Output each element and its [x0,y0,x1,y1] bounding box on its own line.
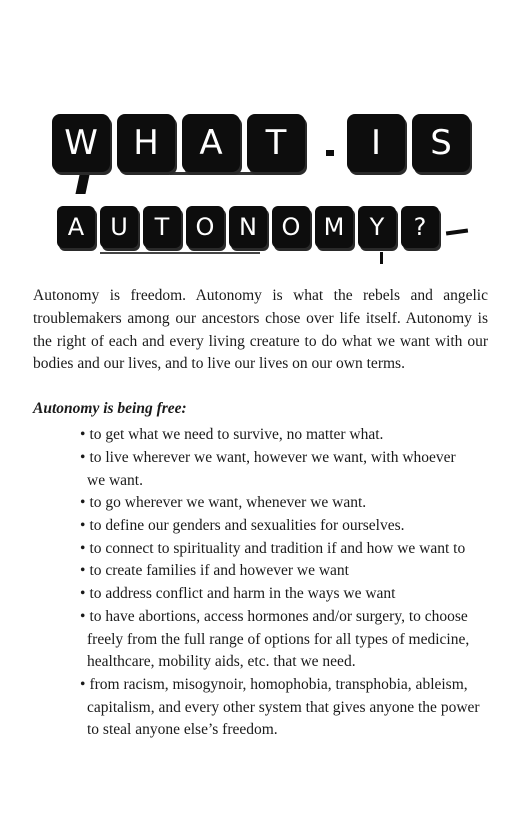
letter-tile: ? [401,206,439,248]
letter-tile: O [272,206,310,248]
title-art [0,0,528,270]
list-item [80,538,488,561]
bullet-icon: • [80,539,86,557]
list-item-text: to get what we need to survive, no matter what. [89,426,384,444]
list-item-text: to create families if and however we want [89,562,349,580]
list-item-text: to connect to spirituality and tradition if and how we want to [89,539,466,557]
list-item-text: to have abortions, access hormones and/or surgery, to choose [89,607,468,625]
ink-smudge [380,252,383,264]
letter-tile: T [143,206,181,248]
bullet-icon: • [80,585,86,603]
list-item-continuation: to steal anyone else’s freedom. [87,721,278,739]
title-line-2 [57,206,439,248]
bullet-icon: • [80,448,86,466]
ink-smudge [75,170,90,194]
letter-tile: N [229,206,267,248]
bullet-icon: • [80,494,86,512]
letter-tile: I [347,114,405,172]
letter-tile: U [100,206,138,248]
letter-tile: S [412,114,470,172]
list-item-text: from racism, misogynoir, homophobia, transphobia, ableism, [89,675,468,693]
list-item-continuation: healthcare, mobility aids, etc. that we need. [87,653,356,671]
letter-tile: H [117,114,175,172]
list-item-text: to define our genders and sexualities for ourselves. [89,517,405,534]
letter-tile: A [57,206,95,248]
bullet-icon: • [80,607,86,625]
letter-tile: M [315,206,353,248]
list-item [80,447,488,492]
freedom-list [33,424,488,742]
list-item [80,674,488,742]
list-item-continuation: we want. [87,471,143,489]
letter-tile: T [247,114,305,172]
list-item [80,560,488,583]
bullet-icon: • [80,517,86,534]
bullet-icon: • [80,562,86,580]
letter-spacer [312,114,340,172]
ink-smudge [100,252,260,254]
bullet-icon: • [80,675,86,693]
list-item [80,424,488,447]
intro-paragraph: Autonomy is freedom. Autonomy is what the rebels and angelic troublemakers among our ancestors chose over life itself. Autonomy is the right of each and every living creature to do what we want with our bodies and our lives, and to live our lives on our own terms. [33,287,488,373]
title-line-1 [52,114,470,172]
body-text [33,285,488,742]
ink-smudge [446,228,468,235]
bullet-icon: • [80,426,86,444]
ink-smudge [170,172,290,175]
list-item [80,583,488,606]
letter-tile: O [186,206,224,248]
letter-tile: A [182,114,240,172]
list-item-continuation: capitalism, and every other system that gives anyone the power [87,698,480,716]
letter-tile: Y [358,206,396,248]
letter-tile: W [52,114,110,172]
list-item-text: to live wherever we want, however we want, with whoever [89,448,456,466]
list-item-text: to go wherever we want, whenever we want. [89,494,367,512]
list-item-text: to address conflict and harm in the ways we want [89,585,396,603]
list-item [80,515,488,538]
list-item [80,606,488,674]
list-item-continuation: freely from the full range of options for all types of medicine, [87,630,470,648]
list-item [80,492,488,515]
section-heading: Autonomy is being free: [33,400,187,418]
